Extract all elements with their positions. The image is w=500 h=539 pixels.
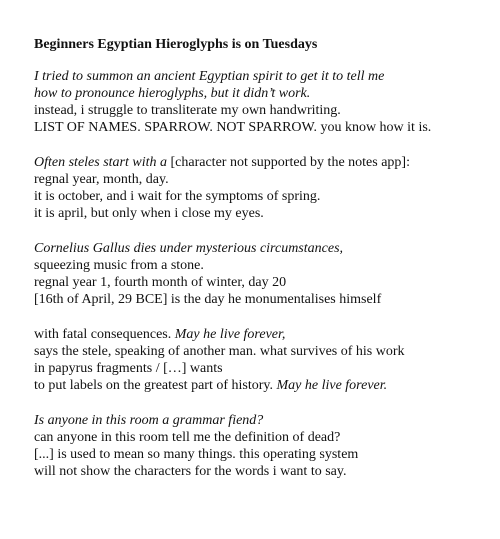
poem-line [34,377,494,394]
poem-line: regnal year, month, day. [34,172,169,187]
poem-line [34,154,494,171]
poem-line: [16th of April, 29 BCE] is the day he monumentalises himself [34,292,382,307]
poem-line-regular-part: to put labels on the greatest part of history. [34,378,277,393]
poem-line-regular-part: with fatal consequences. [34,327,175,342]
poem-line: regnal year 1, fourth month of winter, day 20 [34,275,287,290]
stanza-4 [34,326,494,394]
poem-line-italic-part: May he live forever, [174,327,286,342]
poem-line: Is anyone in this room a grammar fiend? [34,413,264,428]
poem [34,36,494,498]
poem-line-italic-part: Often steles start with a [34,155,171,170]
poem-line: Cornelius Gallus dies under mysterious circumstances, [34,241,344,256]
poem-line: LIST OF NAMES. SPARROW. NOT SPARROW. you know how it is. [34,120,432,135]
poem-line: can anyone in this room tell me the definition of dead? [34,430,341,445]
poem-line: says the stele, speaking of another man. what survives of his work [34,344,405,359]
poem-line-regular-part: [character not supported by the notes app]: [170,155,410,170]
stanza-3 [34,240,494,308]
poem-title: Beginners Egyptian Hieroglyphs is on Tuesdays [34,37,318,52]
poem-line: I tried to summon an ancient Egyptian spirit to get it to tell me [34,69,385,84]
poem-line-italic-part: May he live forever. [276,378,388,393]
poem-line: will not show the characters for the words i want to say. [34,464,347,479]
poem-line: it is october, and i wait for the symptoms of spring. [34,189,321,204]
stanza-2 [34,154,494,222]
poem-line: in papyrus fragments / […] wants [34,361,223,376]
poem-line [34,326,494,343]
poem-line: instead, i struggle to transliterate my own handwriting. [34,103,341,118]
poem-line: how to pronounce hieroglyphs, but it didn’t work. [34,86,311,101]
poem-line: squeezing music from a stone. [34,258,204,273]
poem-line: it is april, but only when i close my eyes. [34,206,264,221]
stanza-5 [34,412,494,480]
stanza-1 [34,68,494,136]
poem-line: [...] is used to mean so many things. this operating system [34,447,359,462]
